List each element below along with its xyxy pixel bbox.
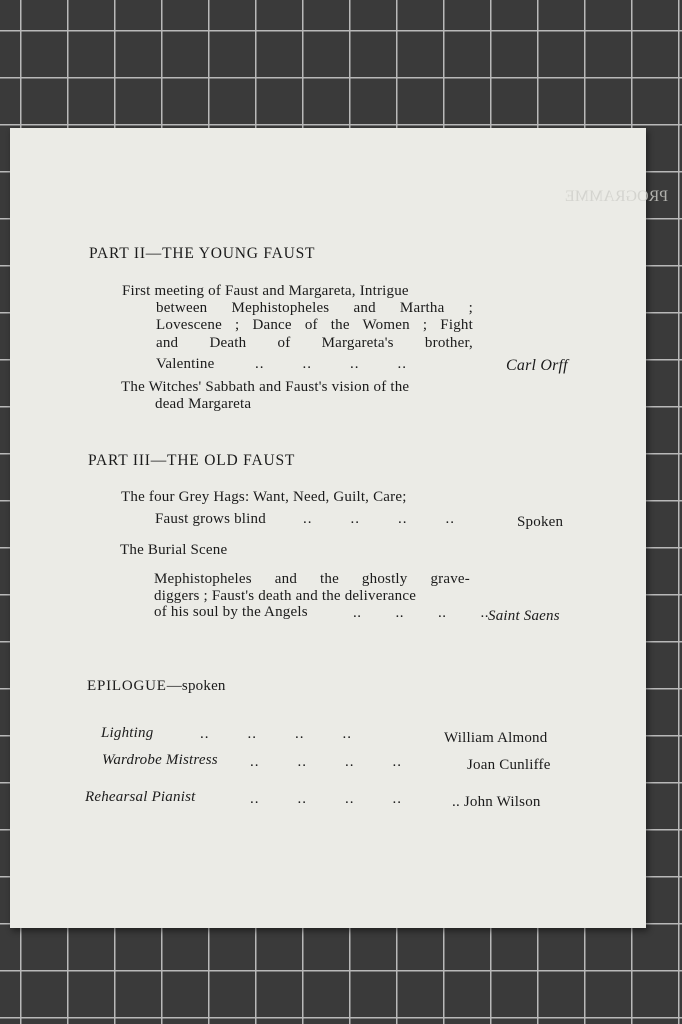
credit-role-wardrobe: Wardrobe Mistress — [102, 752, 218, 768]
part-2-heading: PART II—THE YOUNG FAUST — [89, 245, 316, 262]
epilogue-heading — [87, 678, 226, 695]
part-2-item-2-line-2: dead Margareta — [155, 396, 252, 412]
credit-role-rehearsal-pianist: Rehearsal Pianist — [85, 789, 196, 805]
part-3-heading: PART III—THE OLD FAUST — [88, 452, 296, 469]
part-2-item-1-line-5: Valentine — [156, 356, 215, 372]
programme-page — [10, 128, 669, 928]
leader-dots: .. .. .. .. — [353, 605, 489, 621]
leader-dots: .. .. .. .. — [250, 791, 402, 807]
show-through-text: PROGRAMME — [565, 188, 669, 205]
part-2-item-1-line-3: Lovescene ; Dance of the Women ; Fight — [156, 317, 473, 333]
part-3-item-2-title: The Burial Scene — [120, 542, 228, 558]
credit-name-wardrobe: Joan Cunliffe — [467, 757, 551, 773]
part-3-item-3-line-3: of his soul by the Angels — [154, 604, 308, 620]
part-2-item-1-composer: Carl Orff — [506, 357, 568, 374]
part-3-item-1-line-2: Faust grows blind — [155, 511, 266, 527]
leader-dots: .. .. .. .. — [250, 754, 402, 770]
part-3-item-3-line-1: Mephistopheles and the ghostly grave- — [154, 571, 470, 587]
part-2-item-1-line-2: between Mephistopheles and Martha ; — [156, 300, 473, 316]
part-2-item-2-line-1: The Witches' Sabbath and Faust's vision of the — [121, 379, 410, 395]
part-3-item-3-composer: Saint Saens — [488, 608, 560, 624]
credit-name-lighting: William Almond — [444, 730, 548, 746]
epilogue-suffix: —spoken — [166, 678, 226, 694]
part-3-item-3-line-2: diggers ; Faust's death and the deliverance — [154, 588, 417, 604]
leader-dots: .. .. .. .. — [200, 726, 352, 742]
credit-name-rehearsal-pianist: .. John Wilson — [452, 794, 541, 810]
part-3-item-1-composer: Spoken — [517, 514, 564, 530]
part-2-item-1-line-1: First meeting of Faust and Margareta, Intrigue — [122, 283, 409, 299]
leader-dots: .. .. .. .. — [303, 511, 455, 527]
part-3-item-1-line-1: The four Grey Hags: Want, Need, Guilt, Care; — [121, 489, 407, 505]
epilogue-label: EPILOGUE — [87, 678, 167, 694]
credit-role-lighting: Lighting — [101, 725, 154, 741]
leader-dots: .. .. .. .. — [255, 356, 407, 372]
part-2-item-1-line-4: and Death of Margareta's brother, — [156, 335, 473, 351]
